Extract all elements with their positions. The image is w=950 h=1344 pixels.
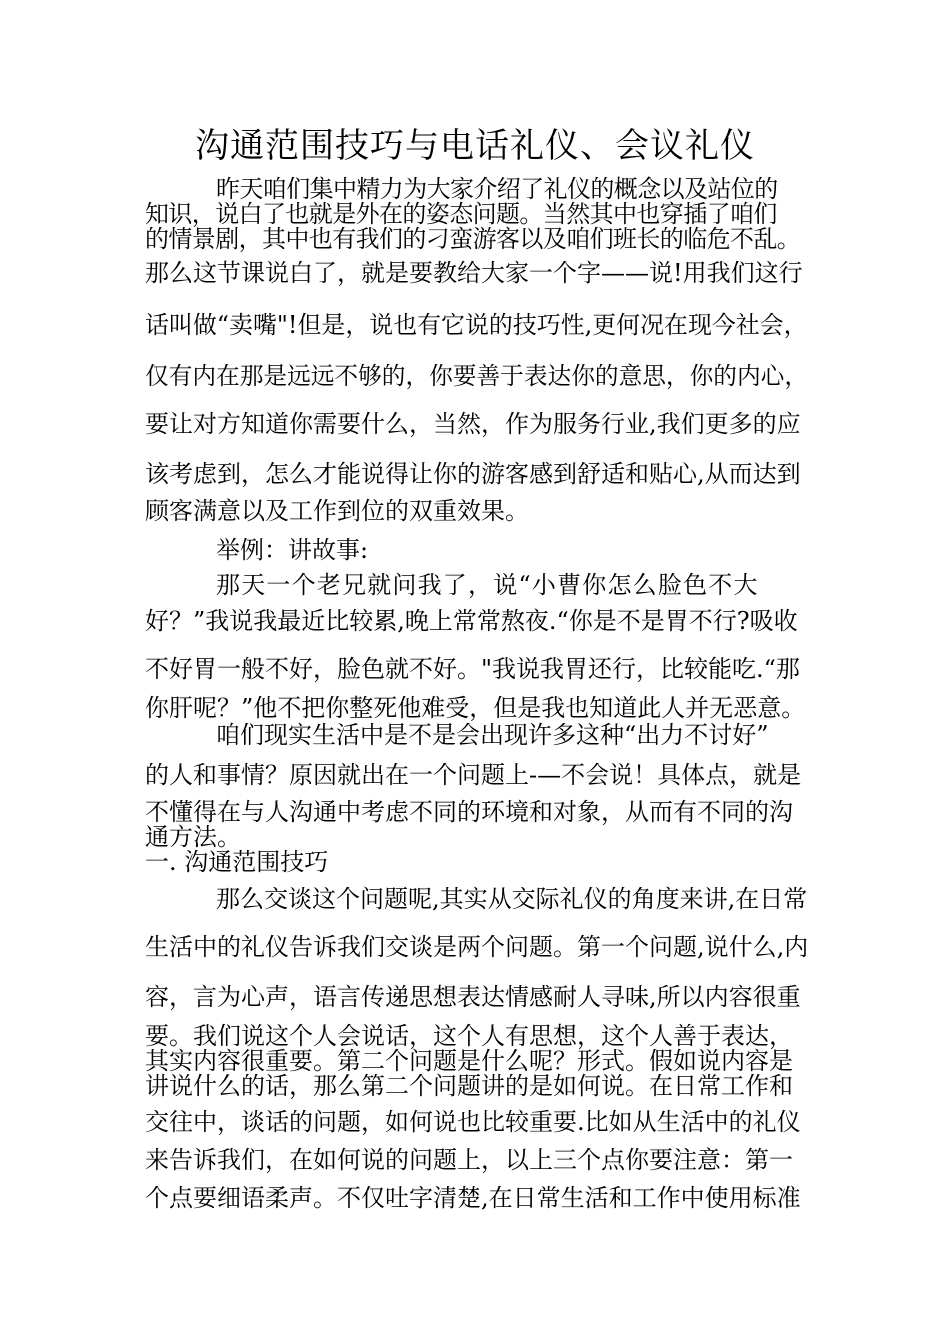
text-line-24: 其实内容很重要。第二个问题是什么呢？形式。假如说内容是 xyxy=(145,1047,793,1075)
text-line-4: 那么这节课说白了，就是要教给大家一个字——说!用我们这行 xyxy=(145,259,803,287)
page-title: 沟通范围技巧与电话礼仪、会议礼仪 xyxy=(195,126,755,166)
text-line-27: 来告诉我们，在如何说的问题上，以上三个点你要注意：第一 xyxy=(145,1146,793,1174)
text-line-26: 交往中，谈话的问题，如何说也比较重要.比如从生活中的礼仪 xyxy=(145,1108,801,1136)
text-line-9: 顾客满意以及工作到位的双重效果。 xyxy=(145,497,529,525)
text-line-28: 个点要细语柔声。不仅吐字清楚,在日常生活和工作中使用标准 xyxy=(145,1184,801,1212)
text-line-17: 不懂得在与人沟通中考虑不同的环境和对象，从而有不同的沟 xyxy=(145,798,793,826)
text-line-8: 该考虑到，怎么才能说得让你的游客感到舒适和贴心,从而达到 xyxy=(145,460,801,488)
text-line-21: 生活中的礼仪告诉我们交谈是两个问题。第一个问题,说什么,内 xyxy=(145,933,809,961)
text-line-12: 好？”我说我最近比较累,晚上常常熬夜.“你是不是胃不行?吸收 xyxy=(145,607,798,635)
text-line-10: 举例：讲故事: xyxy=(216,536,369,564)
text-line-22: 容，言为心声，语言传递思想表达情感耐人寻味,所以内容很重 xyxy=(145,983,801,1011)
text-line-7: 要让对方知道你需要什么，当然，作为服务行业,我们更多的应 xyxy=(145,410,801,438)
text-line-5: 话叫做“卖嘴"!但是，说也有它说的技巧性,更何况在现今社会， xyxy=(145,311,808,339)
text-line-3: 的情景剧，其中也有我们的刁蛮游客以及咱们班长的临危不乱。 xyxy=(145,225,801,253)
text-line-2: 知识，说白了也就是外在的姿态问题。当然其中也穿插了咱们 xyxy=(145,200,777,228)
text-line-15: 咱们现实生活中是不是会出现许多这种“出力不讨好” xyxy=(216,721,769,749)
text-line-25: 讲说什么的话，那么第二个问题讲的是如何说。在日常工作和 xyxy=(145,1072,793,1100)
text-line-18: 通方法。 xyxy=(145,823,241,851)
text-line-6: 仅有内在那是远远不够的，你要善于表达你的意思，你的内心， xyxy=(145,362,808,390)
section-heading: 一. 沟通范围技巧 xyxy=(145,848,329,876)
text-line-20: 那么交谈这个问题呢,其实从交际礼仪的角度来讲,在日常 xyxy=(216,885,808,913)
text-line-14: 你肝呢？”他不把你整死他难受，但是我也知道此人并无恶意。 xyxy=(145,694,806,722)
text-line-16: 的人和事情？原因就出在一个问题上-—不会说！具体点，就是 xyxy=(145,761,802,789)
text-line-1: 昨天咱们集中精力为大家介绍了礼仪的概念以及站位的 xyxy=(216,175,778,203)
text-line-11: 那天一个老兄就问我了，说“小曹你怎么脸色不大 xyxy=(216,571,759,599)
text-line-23: 要。我们说这个人会说话，这个人有思想，这个人善于表达， xyxy=(145,1022,793,1050)
text-line-13: 不好胃一般不好，脸色就不好。"我说我胃还行，比较能吃.“那 xyxy=(145,655,800,683)
